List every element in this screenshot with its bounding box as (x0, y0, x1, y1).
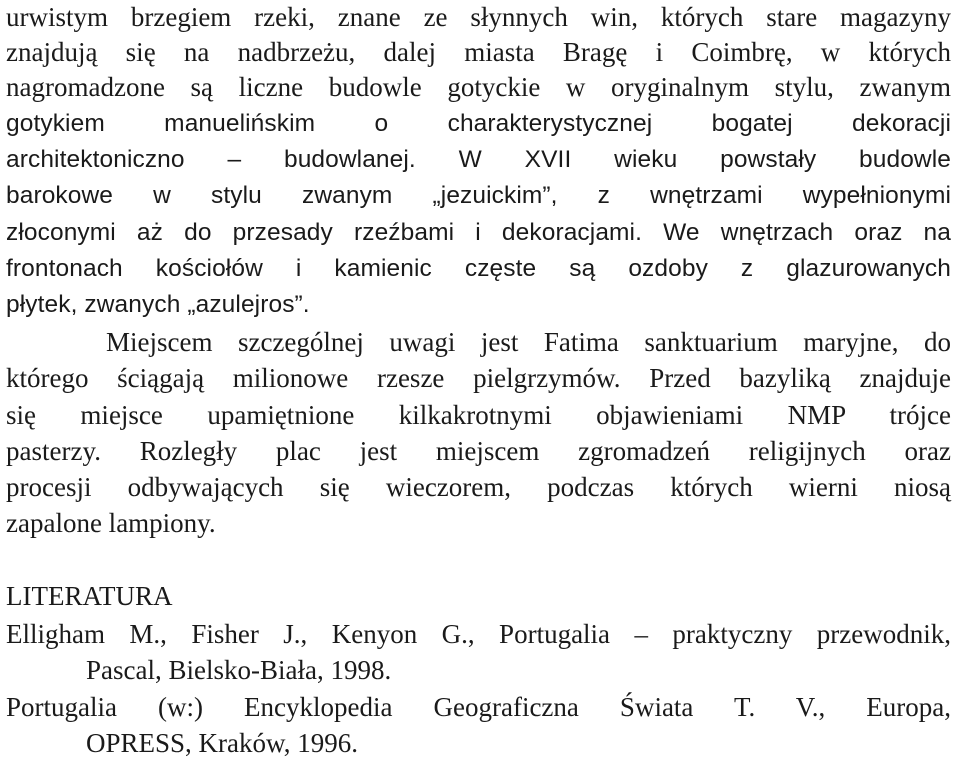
paragraph-1-line-5: architektoniczno – budowlanej. W XVII wieku powstały budowle (6, 146, 951, 173)
paragraph-1-line-9: płytek, zwanych „azulejros”. (6, 291, 310, 318)
paragraph-1-line-3: nagromadzone są liczne budowle gotyckie w oryginalnym stylu, zwanym (6, 72, 951, 102)
paragraph-1-line-6: barokowe w stylu zwanym „jezuickim”, z wnętrzami wypełnionymi (6, 182, 951, 209)
literature-entry-1-line-2: Pascal, Bielsko-Biała, 1998. (86, 655, 392, 685)
paragraph-2-line-2: którego ściągają milionowe rzesze pielgrzymów. Przed bazyliką znajduje (6, 363, 951, 393)
literature-heading: LITERATURA (6, 581, 173, 611)
paragraph-2-line-6: zapalone lampiony. (6, 508, 216, 538)
paragraph-2-line-4: pasterzy. Rozległy plac jest miejscem zgromadzeń religijnych oraz (6, 436, 951, 466)
literature-entry-2-line-2: OPRESS, Kraków, 1996. (86, 728, 359, 758)
paragraph-2-line-3: się miejsce upamiętnione kilkakrotnymi objawieniami NMP trójce (6, 400, 951, 430)
literature-entry-1-line-1: Elligham M., Fisher J., Kenyon G., Portugalia – praktyczny przewodnik, (6, 619, 951, 649)
literature-entry-2-line-1: Portugalia (w:) Encyklopedia Geograficzna Świata T. V., Europa, (6, 692, 951, 722)
paragraph-1-line-2: znajdują się na nadbrzeżu, dalej miasta Bragę i Coimbrę, w których (6, 37, 951, 67)
paragraph-1-line-1: urwistym brzegiem rzeki, znane ze słynnych win, których stare magazyny (6, 2, 951, 32)
paragraph-1-line-4: gotykiem manuelińskim o charakterystycznej bogatej dekoracji (6, 110, 951, 137)
paragraph-1-line-8: frontonach kościołów i kamienic częste są ozdoby z glazurowanych (6, 255, 951, 282)
paragraph-2-line-1: Miejscem szczególnej uwagi jest Fatima sanktuarium maryjne, do (106, 327, 951, 357)
paragraph-1-line-7: złoconymi aż do przesady rzeźbami i dekoracjami. We wnętrzach oraz na (6, 219, 951, 246)
paragraph-2-line-5: procesji odbywających się wieczorem, podczas których wierni niosą (6, 472, 951, 502)
